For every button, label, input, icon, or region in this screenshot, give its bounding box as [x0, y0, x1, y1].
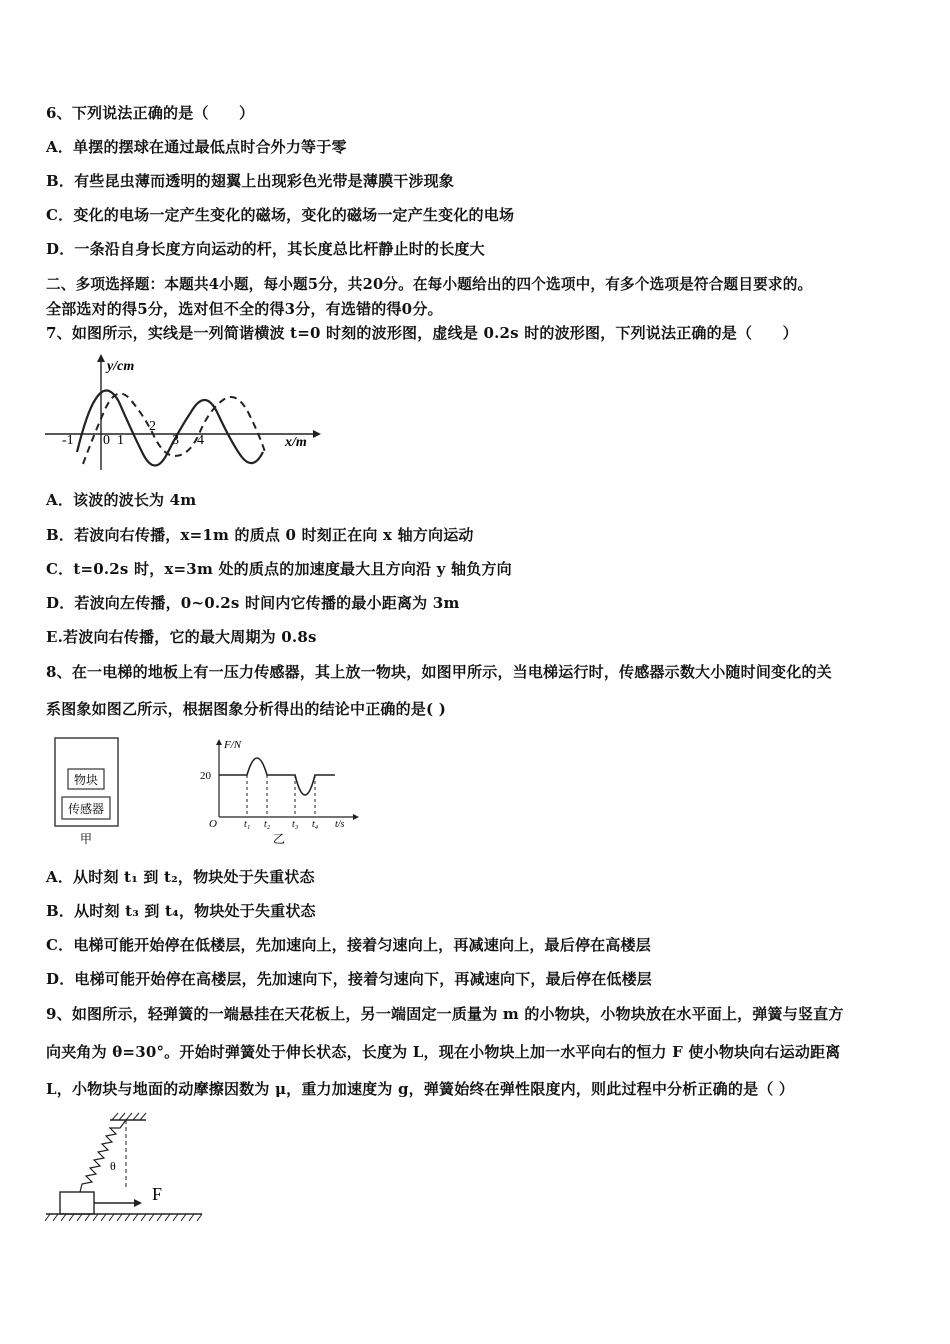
q7-tick-label: 3 — [172, 433, 179, 448]
q7-tick-label: -1 — [62, 433, 74, 448]
block-label: 物块 — [73, 773, 99, 787]
q8-option-c: C．电梯可能开始停在低楼层，先加速向上，接着匀速向上，再减速向上，最后停在高楼层 — [46, 936, 651, 954]
q7-tick-label: 2 — [149, 419, 156, 434]
q8-y-value: 20 — [200, 770, 211, 782]
q6-option-a: A．单摆的摆球在通过最低点时合外力等于零 — [46, 138, 347, 156]
q9-spring-figure — [40, 1108, 215, 1228]
q8-t4-label: t₄ — [312, 819, 319, 830]
force-arrowhead — [134, 1199, 142, 1207]
q7-option-b: B．若波向右传播，x=1m 的质点 0 时刻正在向 x 轴方向运动 — [46, 526, 474, 544]
q7-y-arrow — [97, 354, 105, 362]
q8-y-label: F/N — [224, 739, 242, 751]
q8-t1-label: t₁ — [244, 819, 251, 830]
q7-option-a: A．该波的波长为 4m — [46, 491, 197, 509]
figure-b-caption: 乙 — [272, 832, 286, 846]
q8-option-a: A．从时刻 t₁ 到 t₂，物块处于失重状态 — [46, 868, 315, 886]
ground-hatch — [45, 1214, 202, 1221]
q8-y-arrow — [216, 739, 222, 745]
q6-option-c: C．变化的电场一定产生变化的磁场，变化的磁场一定产生变化的电场 — [46, 206, 515, 224]
sensor-label: 传感器 — [67, 802, 105, 816]
q7-option-e: E.若波向右传播，它的最大周期为 0.8s — [46, 628, 317, 646]
q8-t3-label: t₃ — [292, 819, 299, 830]
figure-a-caption: 甲 — [79, 832, 93, 846]
q7-x-label: x/m — [285, 435, 307, 450]
q7-stem: 7、如图所示，实线是一列简谐横波 t=0 时刻的波形图，虚线是 0.2s 时的波形图，下列说法正确的是（ ） — [46, 324, 798, 342]
q8-x-arrow — [353, 814, 359, 820]
block — [60, 1192, 94, 1214]
q7-x-arrow — [313, 430, 321, 438]
q8-x-label: t/s — [335, 819, 345, 830]
angle-label: θ — [110, 1159, 116, 1173]
q7-option-c: C．t=0.2s 时，x=3m 处的质点的加速度最大且方向沿 y 轴负方向 — [46, 560, 512, 578]
q7-tick-label: 4 — [197, 433, 204, 448]
q7-tick-label: 0 — [103, 433, 110, 448]
q7-option-d: D．若波向左传播，0~0.2s 时间内它传播的最小距离为 3m — [46, 594, 460, 612]
q8-stem-line2: 系图象如图乙所示，根据图象分析得出的结论中正确的是( ) — [46, 700, 447, 718]
force-label: F — [152, 1184, 163, 1204]
q7-dashed-wave — [83, 394, 265, 464]
q8-option-d: D．电梯可能开始停在高楼层，先加速向下，接着匀速向下，再减速向下，最后停在低楼层 — [46, 970, 653, 988]
section2-line2: 全部选对的得5分，选对但不全的得3分，有选错的得0分。 — [46, 300, 443, 318]
q9-stem-line3: L，小物块与地面的动摩擦因数为 μ，重力加速度为 g，弹簧始终在弹性限度内，则此过程中分析正确的是（ ） — [46, 1080, 795, 1098]
q8-option-b: B．从时刻 t₃ 到 t₄，物块处于失重状态 — [46, 902, 316, 920]
ceiling-hatch — [112, 1113, 146, 1120]
q7-wave-figure — [45, 352, 325, 477]
q8-force-curve — [219, 758, 335, 795]
q7-y-label: y/cm — [107, 359, 135, 374]
q8-figure-b — [195, 735, 365, 850]
q8-origin: O — [209, 818, 217, 830]
spring — [80, 1120, 126, 1192]
q6-option-d: D．一条沿自身长度方向运动的杆，其长度总比杆静止时的长度大 — [46, 240, 485, 258]
q7-tick-label: 1 — [117, 433, 124, 448]
q8-stem-line1: 8、在一电梯的地板上有一压力传感器，其上放一物块，如图甲所示，当电梯运行时，传感器示数大小随时间变化的关 — [46, 663, 832, 681]
q9-stem-line1: 9、如图所示，轻弹簧的一端悬挂在天花板上，另一端固定一质量为 m 的小物块，小物块放在水平面上，弹簧与竖直方 — [46, 1005, 844, 1023]
section2-line1: 二、多项选择题：本题共4小题，每小题5分，共20分。在每小题给出的四个选项中，有多个选项是符合题目要求的。 — [46, 276, 813, 293]
q8-figure-a — [50, 735, 130, 850]
q9-stem-line2: 向夹角为 θ=30°。开始时弹簧处于伸长状态，长度为 L，现在小物块上加一水平向右的恒力 F 使小物块向右运动距离 — [46, 1043, 841, 1061]
q6-option-b: B．有些昆虫薄而透明的翅翼上出现彩色光带是薄膜干涉现象 — [46, 172, 455, 190]
q6-stem: 6、下列说法正确的是（ ） — [46, 104, 255, 122]
q8-t2-label: t₂ — [264, 819, 271, 830]
